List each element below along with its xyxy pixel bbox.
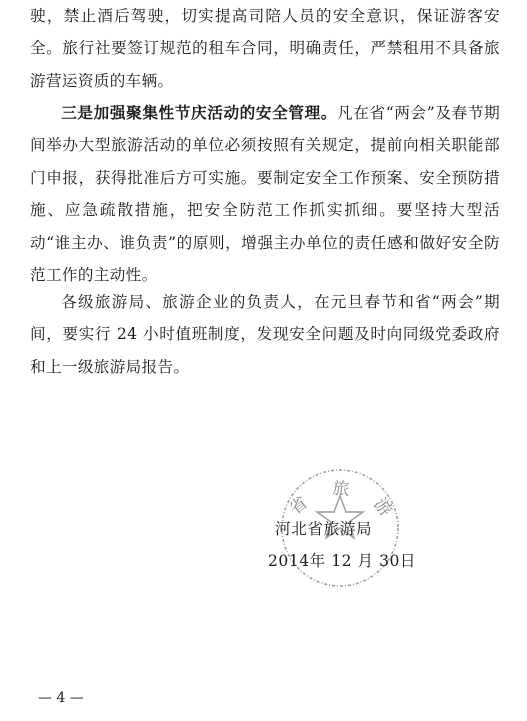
paragraph-1: 驶，禁止酒后驾驶，切实提高司陪人员的安全意识，保证游客安全。旅行社要签订规范的租车合同，明确责任，严禁租用不具备旅游营运资质的车辆。 <box>30 7 500 90</box>
page-number: — 4 — <box>38 690 84 706</box>
seal-text: 省 旅 游 <box>285 478 403 529</box>
paragraph-2 <box>30 97 500 291</box>
paragraph-2-heading: 三是加强聚集性节庆活动的安全管理。 <box>61 104 338 122</box>
paragraph-2-text: 凡在省“两会”及春节期间举办大型旅游活动的单位必须按照有关规定，提前向相关职能部门申报，获得批准后方可实施。要制定安全工作预案、安全预防措施、应急疏散措施，把安全防范工作抓实抓细。要坚持大型活动“谁主办、谁负责”的原则，增强主办单位的责任感和做好安全防范工作的主动性。 <box>30 104 501 285</box>
paragraph-3: 各级旅游局、旅游企业的负责人，在元旦春节和省“两会”期间，要实行 24 小时值班制度，发现安全问题及时向同级党委政府和上一级旅游局报告。 <box>30 293 500 376</box>
issuing-organization: 河北省旅游局 <box>275 520 373 538</box>
issue-date: 2014年 12 月 30日 <box>268 552 417 570</box>
